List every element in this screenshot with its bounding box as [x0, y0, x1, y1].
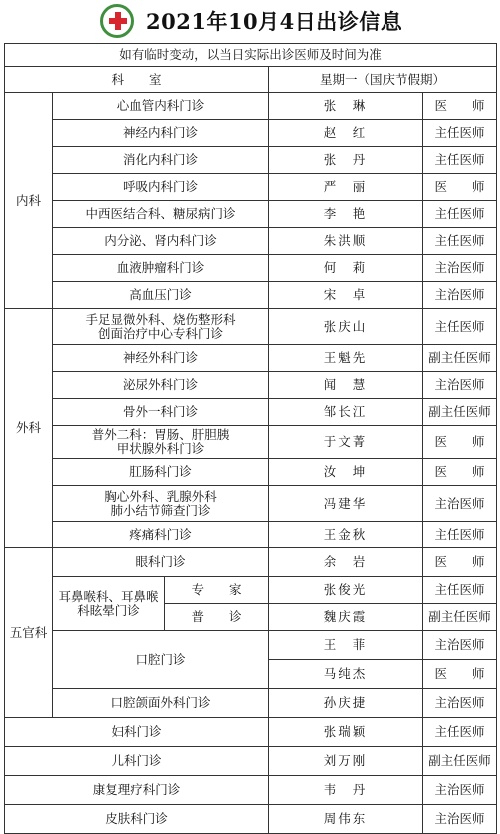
doctor-name: 冯建华	[269, 486, 423, 522]
doctor-title: 主任医师	[423, 718, 497, 747]
dept-name: 康复理疗科门诊	[5, 776, 269, 805]
notice-row	[5, 44, 497, 67]
dept-name-multiline	[53, 486, 269, 522]
doctor-title: 副主任医师	[423, 747, 497, 776]
doctor-title: 主治医师	[423, 255, 497, 282]
dept-line-1: 耳鼻喉科、耳鼻喉	[58, 588, 159, 604]
doctor-title: 副主任医师	[423, 399, 497, 426]
dept-name: 心血管内科门诊	[53, 93, 269, 120]
dept-name-multiline	[53, 426, 269, 459]
dept-name: 消化内科门诊	[53, 147, 269, 174]
doctor-title: 医 师	[423, 93, 497, 120]
table-row	[5, 805, 497, 834]
doctor-name: 张瑞颖	[269, 718, 423, 747]
doctor-name: 王魁先	[269, 345, 423, 372]
dept-name: 血液肿瘤科门诊	[53, 255, 269, 282]
doctor-name: 邹长江	[269, 399, 423, 426]
doctor-title: 医 师	[423, 426, 497, 459]
table-row	[5, 718, 497, 747]
doctor-name: 何 莉	[269, 255, 423, 282]
doctor-name: 孙庆捷	[269, 689, 423, 718]
table-row	[5, 228, 497, 255]
doctor-title: 主任医师	[423, 120, 497, 147]
doctor-name: 张庆山	[269, 309, 423, 345]
doctor-title: 主任医师	[423, 577, 497, 604]
doctor-title: 主任医师	[423, 147, 497, 174]
dept-line-2: 科眩晕门诊	[77, 602, 140, 618]
notice-text: 如有临时变动，以当日实际出诊医师及时间为准	[5, 44, 497, 67]
doctor-name: 严 丽	[269, 174, 423, 201]
header-day: 星期一（国庆节假期）	[269, 67, 497, 93]
header-row	[5, 67, 497, 93]
doctor-name: 魏庆霞	[269, 604, 423, 631]
dept-line-2: 甲状腺外科门诊	[116, 441, 205, 456]
doctor-title: 主治医师	[423, 776, 497, 805]
table-row	[5, 548, 497, 577]
group-neike: 内科	[5, 93, 53, 309]
dept-name-multiline	[53, 577, 165, 631]
doctor-name: 闻 慧	[269, 372, 423, 399]
doctor-title: 副主任医师	[423, 604, 497, 631]
dept-name: 高血压门诊	[53, 282, 269, 309]
table-row	[5, 631, 497, 660]
table-row	[5, 577, 497, 604]
dept-line-1: 普外二科：胃肠、肝胆胰	[91, 427, 230, 442]
schedule-table	[4, 43, 497, 834]
table-row	[5, 174, 497, 201]
table-row	[5, 689, 497, 718]
table-row	[5, 522, 497, 548]
sub-category: 普 诊	[165, 604, 269, 631]
dept-name-multiline	[53, 309, 269, 345]
doctor-name: 赵 红	[269, 120, 423, 147]
dept-name: 骨外一科门诊	[53, 399, 269, 426]
group-waike: 外科	[5, 309, 53, 548]
table-row	[5, 147, 497, 174]
dept-name: 眼科门诊	[53, 548, 269, 577]
doctor-title: 主任医师	[423, 522, 497, 548]
doctor-title: 医 师	[423, 459, 497, 486]
doctor-title: 主治医师	[423, 631, 497, 660]
table-row	[5, 201, 497, 228]
dept-name: 神经内科门诊	[53, 120, 269, 147]
dept-name: 口腔颌面外科门诊	[53, 689, 269, 718]
doctor-title: 主治医师	[423, 805, 497, 834]
dept-name: 疼痛科门诊	[53, 522, 269, 548]
dept-name: 口腔门诊	[53, 631, 269, 689]
doctor-name: 周伟东	[269, 805, 423, 834]
group-wuguan: 五官科	[5, 548, 53, 718]
table-row	[5, 776, 497, 805]
sub-category: 专 家	[165, 577, 269, 604]
doctor-title: 主任医师	[423, 201, 497, 228]
doctor-title: 主任医师	[423, 228, 497, 255]
dept-line-1: 胸心外科、乳腺外科	[104, 488, 217, 504]
table-row	[5, 747, 497, 776]
doctor-name: 马纯杰	[269, 660, 423, 689]
dept-line-1: 手足显微外科、烧伤整形科	[85, 311, 236, 327]
doctor-name: 于文菁	[269, 426, 423, 459]
dept-name: 神经外科门诊	[53, 345, 269, 372]
table-row	[5, 309, 497, 345]
doctor-name: 张俊光	[269, 577, 423, 604]
title-bar	[0, 0, 500, 42]
doctor-name: 韦 丹	[269, 776, 423, 805]
dept-name: 皮肤科门诊	[5, 805, 269, 834]
doctor-name: 宋 卓	[269, 282, 423, 309]
dept-name: 妇科门诊	[5, 718, 269, 747]
dept-name: 内分泌、肾内科门诊	[53, 228, 269, 255]
doctor-name: 汝 坤	[269, 459, 423, 486]
doctor-name: 王金秋	[269, 522, 423, 548]
doctor-title: 主治医师	[423, 282, 497, 309]
table-row	[5, 459, 497, 486]
table-row	[5, 255, 497, 282]
doctor-name: 张 琳	[269, 93, 423, 120]
table-row	[5, 282, 497, 309]
doctor-title: 副主任医师	[423, 345, 497, 372]
table-row	[5, 486, 497, 522]
page-title: 2021年10月4日出诊信息	[146, 9, 403, 34]
doctor-name: 刘万刚	[269, 747, 423, 776]
doctor-title: 医 师	[423, 660, 497, 689]
doctor-name: 朱洪顺	[269, 228, 423, 255]
doctor-name: 余 岩	[269, 548, 423, 577]
table-row	[5, 372, 497, 399]
table-row	[5, 399, 497, 426]
dept-name: 儿科门诊	[5, 747, 269, 776]
dept-name: 呼吸内科门诊	[53, 174, 269, 201]
doctor-title: 主治医师	[423, 689, 497, 718]
doctor-title: 主治医师	[423, 486, 497, 522]
table-row	[5, 426, 497, 459]
table-row	[5, 345, 497, 372]
doctor-name: 王 菲	[269, 631, 423, 660]
doctor-title: 主任医师	[423, 309, 497, 345]
dept-name: 中西医结合科、糖尿病门诊	[53, 201, 269, 228]
dept-line-2: 肺小结节筛查门诊	[110, 502, 211, 518]
dept-name: 肛肠科门诊	[53, 459, 269, 486]
doctor-title: 医 师	[423, 174, 497, 201]
hospital-cross-logo-icon	[100, 4, 134, 38]
doctor-title: 医 师	[423, 548, 497, 577]
doctor-name: 李 艳	[269, 201, 423, 228]
table-row	[5, 93, 497, 120]
dept-name: 泌尿外科门诊	[53, 372, 269, 399]
doctor-title: 主治医师	[423, 372, 497, 399]
header-dept: 科 室	[5, 67, 269, 93]
table-row	[5, 120, 497, 147]
doctor-name: 张 丹	[269, 147, 423, 174]
dept-line-2: 创面治疗中心专科门诊	[97, 325, 223, 341]
